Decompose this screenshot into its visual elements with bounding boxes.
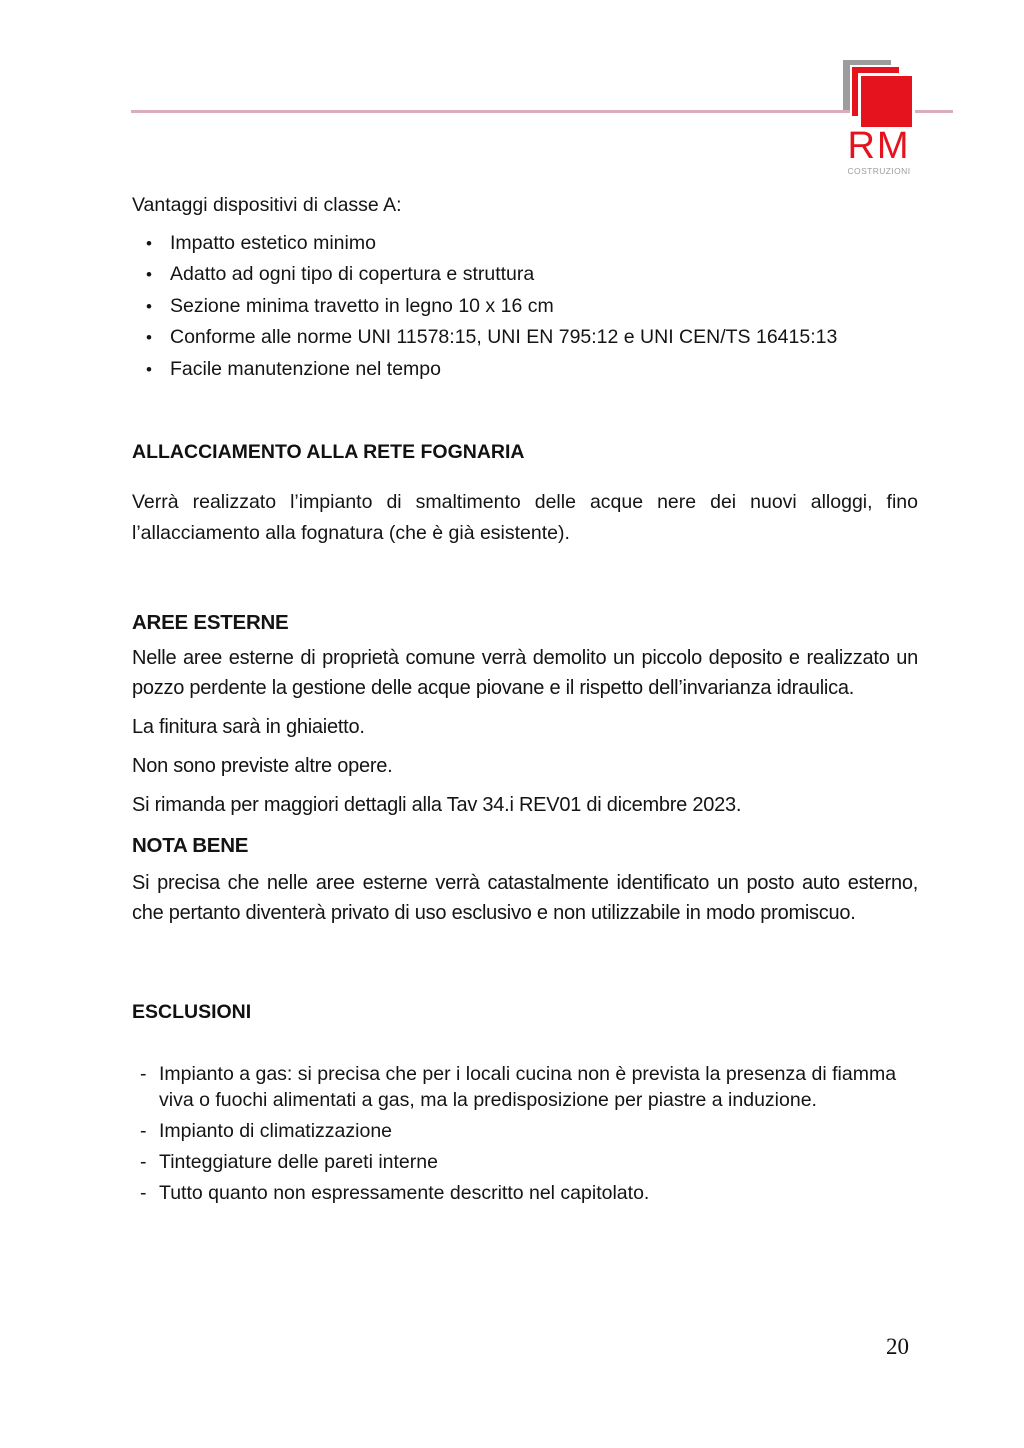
- list-item: [132, 1149, 918, 1175]
- list-item-text: Tinteggiature delle pareti interne: [159, 1151, 438, 1173]
- dash-icon: -: [140, 1063, 147, 1085]
- list-item-text: Facile manutenzione nel tempo: [170, 357, 441, 380]
- paragraph-altre-opere: Non sono previste altre opere.: [132, 754, 393, 777]
- list-item: [132, 228, 918, 260]
- list-item: [132, 291, 918, 323]
- logo-subtitle-text: COSTRUZIONI: [847, 166, 911, 176]
- list-item: [132, 1180, 918, 1206]
- paragraph-nota-bene: Si precisa che nelle aree esterne verrà catastalmente identificato un posto auto esterno, che pertanto diventerà privato di uso esclusivo e non utilizzabile in modo promiscuo.: [132, 871, 918, 924]
- list-item-text: Tutto quanto non espressamente descritto nel capitolato.: [159, 1182, 650, 1204]
- list-item: [132, 354, 918, 386]
- dash-icon: -: [140, 1151, 147, 1173]
- bullet-icon: •: [146, 359, 152, 379]
- logo-square-front: [858, 73, 915, 130]
- list-item: [132, 1061, 918, 1113]
- list-item-text: Impianto di climatizzazione: [159, 1120, 393, 1142]
- section-title-nota-bene: NOTA BENE: [132, 833, 249, 857]
- list-item: [132, 1118, 918, 1144]
- paragraph-aree-esterne: Nelle aree esterne di proprietà comune verrà demolito un piccolo deposito e realizzato un pozzo perdente la gestione delle acque piovane e il rispetto dell’invarianza idraulica.: [132, 646, 918, 699]
- bullet-icon: •: [146, 265, 152, 284]
- dash-icon: -: [140, 1182, 147, 1204]
- bullet-icon: •: [146, 233, 152, 253]
- list-item-text: Conforme alle norme UNI 11578:15, UNI EN 795:12 e UNI CEN/TS 16415:13: [170, 326, 838, 348]
- vantaggi-intro: Vantaggi dispositivi di classe A:: [132, 194, 402, 216]
- list-item-text: Impatto estetico minimo: [170, 231, 376, 254]
- vantaggi-list: [132, 228, 918, 386]
- list-item-text: Sezione minima travetto in legno 10 x 16 cm: [170, 294, 554, 317]
- header-rule: [131, 110, 953, 113]
- paragraph-allacciamento: Verrà realizzato l’impianto di smaltimento delle acque nere dei nuovi alloggi, fino l’allacciamento alla fognatura (che è già esistente).: [132, 490, 918, 544]
- section-title-esclusioni: ESCLUSIONI: [132, 1000, 252, 1023]
- list-item: [132, 259, 918, 291]
- logo-brand-text: RM: [847, 125, 911, 167]
- list-item-text: Impianto a gas: si precisa che per i locali cucina non è prevista la presenza di fiamma viva o fuochi alimentati a gas, ma la predisposizione per piastre a induzione.: [159, 1063, 897, 1111]
- section-title-allacciamento: ALLACCIAMENTO ALLA RETE FOGNARIA: [132, 441, 525, 463]
- list-item-text: Adatto ad ogni tipo di copertura e struttura: [170, 263, 535, 285]
- page-number: 20: [886, 1334, 909, 1359]
- list-item: [132, 322, 918, 354]
- company-logo: [841, 55, 917, 180]
- dash-icon: -: [140, 1120, 147, 1142]
- bullet-icon: •: [146, 296, 152, 316]
- paragraph-rimando-tavola: Si rimanda per maggiori dettagli alla Tav 34.i REV01 di dicembre 2023.: [132, 793, 742, 816]
- document-content: [132, 0, 918, 1211]
- paragraph-finitura: La finitura sarà in ghiaietto.: [132, 715, 365, 738]
- esclusioni-list: [132, 1061, 918, 1206]
- bullet-icon: •: [146, 328, 152, 347]
- section-title-aree-esterne: AREE ESTERNE: [132, 610, 289, 634]
